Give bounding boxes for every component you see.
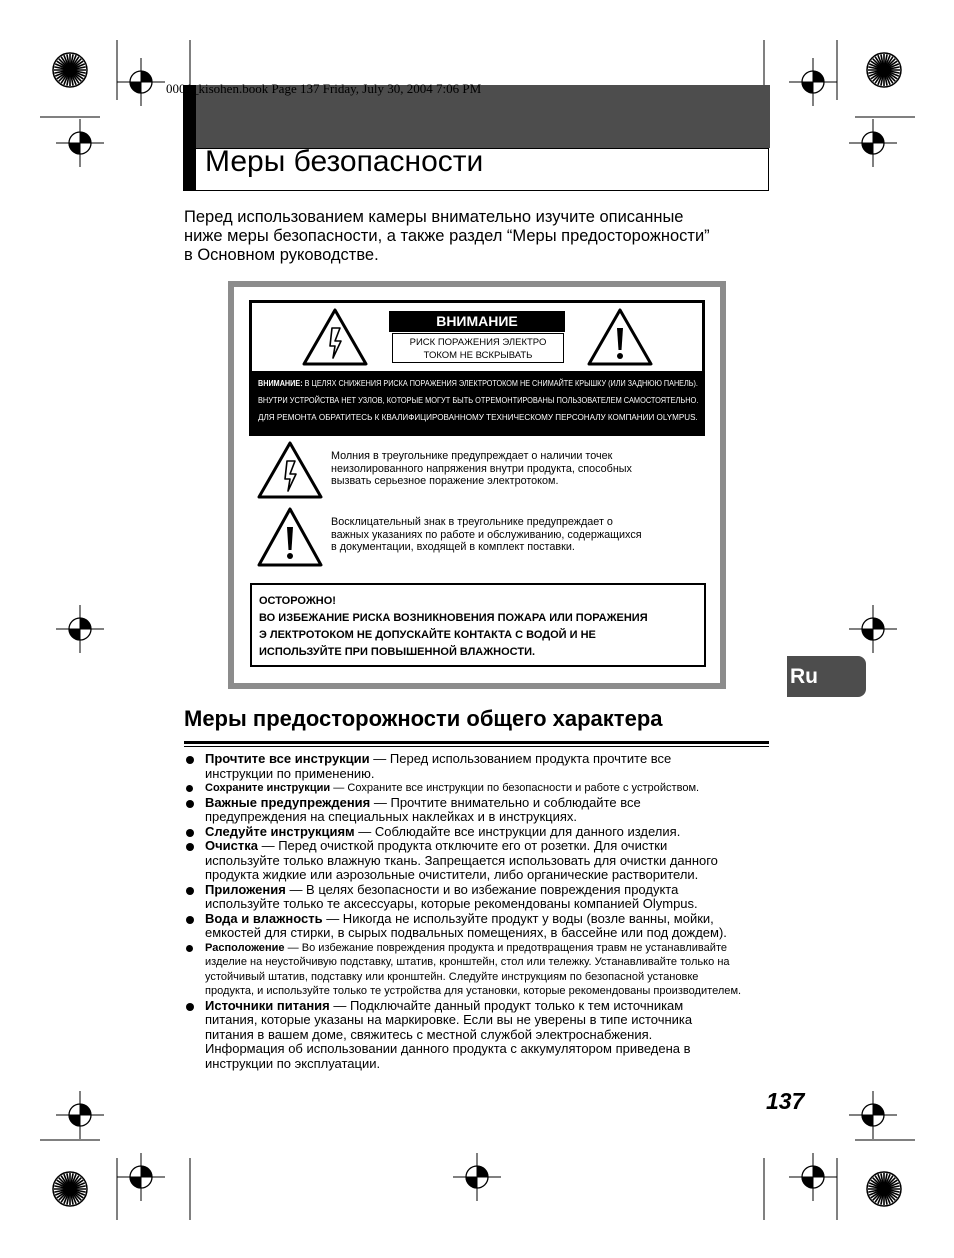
- page-title: Меры безопасности: [205, 145, 484, 178]
- list-item: Очистка — Перед очисткой продукта отключите его от розетки. Для очистки используйте только влажную ткань. Запрещается использовать для очистки данного продукта жидкие или аэрозольные очистители, либо органические растворители.: [184, 839, 784, 883]
- lightning-triangle-icon: [302, 308, 368, 366]
- section-rule: [184, 741, 769, 744]
- list-item: Прочтите все инструкции — Перед использованием продукта прочтите все инструкции по применению.: [184, 752, 784, 781]
- list-item: Сохраните инструкции — Сохраните все инструкции по безопасности и работе с устройством.: [184, 781, 784, 796]
- bullet-icon: [186, 829, 194, 837]
- language-tab: Ru: [787, 656, 866, 697]
- precautions-list: [184, 752, 784, 1071]
- bullet-icon: [186, 843, 194, 851]
- bullet-icon: [186, 756, 194, 764]
- notice-line-1: ВНИМАНИЕ: В ЦЕЛЯХ СНИЖЕНИЯ РИСКА ПОРАЖЕНИЯ ЭЛЕКТРОТОКОМ НЕ СНИМАЙТЕ КРЫШКУ (ИЛИ ЗАДНЮЮ ПАНЕЛЬ).: [258, 378, 698, 388]
- exclamation-description: Восклицательный знак в треугольнике предупреждает о важных указаниях по работе и обслуживанию, содержащихся в документации, входящей в комплект поставки.: [331, 516, 642, 553]
- shock-risk-text: РИСК ПОРАЖЕНИЯ ЭЛЕКТРО ТОКОМ НЕ ВСКРЫВАТЬ: [392, 333, 564, 363]
- exclamation-triangle-icon: [257, 507, 323, 567]
- page-number: 137: [766, 1088, 805, 1114]
- caution-box: ОСТОРОЖНО! ВО ИЗБЕЖАНИЕ РИСКА ВОЗНИКНОВЕНИЯ ПОЖАРА ИЛИ ПОРАЖЕНИЯ Э ЛЕКТРОТОКОМ НЕ ДОПУСКАЙТЕ КОНТАКТА С ВОДОЙ И НЕ ИСПОЛЬЗУЙТЕ ПРИ ПОВЫШЕННОЙ ВЛАЖНОСТИ.: [250, 583, 706, 667]
- print-header-info: 0001_kisohen.book Page 137 Friday, July 30, 2004 7:06 PM: [166, 81, 482, 96]
- lightning-description: Молния в треугольнике предупреждает о наличии точек неизолированного напряжения внутри продукта, способных вызвать серьезное поражение электротоком.: [331, 450, 632, 487]
- bullet-icon: [186, 887, 194, 895]
- list-item: Важные предупреждения — Прочтите внимательно и соблюдайте все предупреждения на специальных наклейках и в инструкциях.: [184, 796, 784, 825]
- lightning-triangle-icon: [257, 441, 323, 499]
- section-title: Меры предосторожности общего характера: [184, 706, 663, 731]
- warning-label-title: ВНИМАНИЕ: [389, 311, 565, 332]
- list-item: Расположение — Во избежание повреждения продукта и предотвращения травм не устанавливайте изделие на неустойчивую подставку, штатив, кронштейн, стол или тележку. Устанавливайте только на устойчивый штатив, подставку или кронштейн. Следуйте инструкциям по безопасной установке продукта, и используйте только те устройства для установки, которые рекомендованы производителем.: [184, 941, 784, 999]
- section-rule: [184, 746, 769, 747]
- bullet-icon: [186, 800, 194, 808]
- list-item: Приложения — В целях безопасности и во избежание повреждения продукта используйте только те аксессуары, которые рекомендованы компанией Olympus.: [184, 883, 784, 912]
- notice-line-3: ДЛЯ РЕМОНТА ОБРАТИТЕСЬ К КВАЛИФИЦИРОВАННОМУ ТЕХНИЧЕСКОМУ ПЕРСОНАЛУ КОМПАНИИ OLYMPUS.: [258, 412, 698, 422]
- list-item: Источники питания — Подключайте данный продукт только к тем источникам питания, которые указаны на маркировке. Если вы не уверены в типе источника питания в вашем доме, свяжитесь с местной службой электроснабжения. Информация об использовании данного продукта с аккумулятором приведена в инструкции по эксплуатации.: [184, 999, 784, 1072]
- intro-paragraph: Перед использованием камеры внимательно изучите описанные ниже меры безопасности, а также раздел “Меры предосторожности” в Основном руководстве.: [184, 208, 710, 264]
- bullet-icon: [186, 916, 194, 924]
- bullet-icon: [186, 1003, 194, 1011]
- bullet-icon: [186, 945, 193, 952]
- list-item: Вода и влажность — Никогда не используйте продукт у воды (возле ванны, мойки, емкостей для стирки, в сырых подвальных помещениях, в бассейне или под дождем).: [184, 912, 784, 941]
- notice-line-2: ВНУТРИ УСТРОЙСТВА НЕТ УЗЛОВ, КОТОРЫЕ МОГУТ БЫТЬ ОТРЕМОНТИРОВАНЫ ПОЛЬЗОВАТЕЛЕМ САМОСТОЯТЕЛЬНО.: [258, 395, 699, 405]
- list-item: Следуйте инструкциям — Соблюдайте все инструкции для данного изделия.: [184, 825, 784, 840]
- exclamation-triangle-icon: [587, 308, 653, 366]
- bullet-icon: [186, 785, 193, 792]
